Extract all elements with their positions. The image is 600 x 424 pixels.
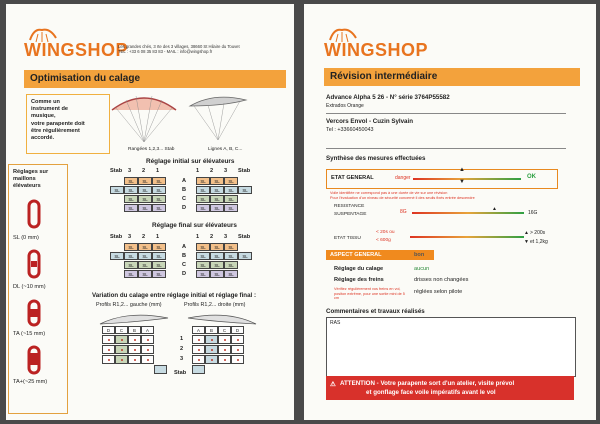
grid-col-header: 3 — [128, 234, 132, 240]
var-dot — [134, 359, 136, 361]
var-row-label: 1 — [180, 336, 184, 342]
left-page — [6, 4, 294, 420]
glider-profile-illustration — [184, 90, 254, 146]
grid-col-header: Stab — [238, 234, 251, 240]
var-dot — [108, 359, 110, 361]
var-col-header: D — [102, 326, 115, 334]
var-dot — [237, 349, 239, 351]
var-cell — [128, 345, 141, 354]
var-col-header: B — [205, 326, 218, 334]
grid-cell: SL — [152, 177, 166, 185]
grid-cell: SL — [210, 204, 224, 212]
maillon-dl-icon — [19, 249, 49, 279]
var-cell — [205, 355, 218, 364]
freins-value: drisses non changées — [414, 277, 469, 283]
riser-links-panel — [8, 164, 68, 414]
grid-cell: SL — [210, 261, 224, 269]
var-cell — [102, 355, 115, 364]
grid-cell: SL — [210, 186, 224, 194]
grid-cell: SL — [224, 204, 238, 212]
grid-cell: SL — [138, 270, 152, 278]
var-stab-label: Stab — [174, 370, 187, 376]
grid-cell: SL — [138, 177, 152, 185]
maillon-ta-plus-icon — [19, 345, 49, 375]
grid-cell: SL — [210, 252, 224, 260]
brand-logo: WINGSHOP — [24, 40, 129, 60]
var-dot — [224, 339, 226, 341]
aspect-value: bon — [414, 252, 425, 258]
resistance-max: 16G — [528, 210, 538, 216]
grid-cell: SL — [224, 252, 238, 260]
grid-cell: SL — [224, 270, 238, 278]
grid-row-label: A — [182, 244, 187, 250]
final-heading: Réglage final sur élévateurs — [152, 222, 237, 229]
etat-general-label: ETAT GENERAL — [331, 175, 374, 181]
grid-cell: SL — [124, 252, 138, 260]
var-dot — [224, 349, 226, 351]
brand-logo: WINGSHOP — [324, 40, 429, 60]
var-stab-cell — [192, 365, 205, 374]
grid-cell: SL — [196, 261, 210, 269]
ok-label: OK — [527, 174, 536, 180]
grid-cell: SL — [138, 204, 152, 212]
grid-cell: SL — [224, 261, 238, 269]
porosity-high-1: > 200s — [530, 230, 546, 236]
grid-cell: SL — [138, 261, 152, 269]
grid-row-label: C — [182, 262, 187, 268]
grid-col-header: 1 — [196, 234, 200, 240]
porosity-meter — [410, 236, 524, 238]
comments-heading: Commentaires et travaux réalisés — [326, 308, 425, 315]
var-cell — [192, 355, 205, 364]
grid-cell: SL — [124, 186, 138, 194]
var-cell — [205, 345, 218, 354]
var-cell — [205, 335, 218, 344]
resistance-up-icon: ▲ — [492, 206, 497, 212]
porosity-label: ETAT TISSU — [334, 236, 361, 241]
var-cell — [128, 355, 141, 364]
note-red-1: Voile identifiée ne correspond pas à une durée de vie sur une révision — [330, 191, 448, 195]
porosity-down-icon: ▼ — [524, 239, 529, 245]
grid-cell: SL — [238, 186, 252, 194]
divider — [326, 148, 566, 149]
grid-cell: SL — [124, 177, 138, 185]
grid-cell: SL — [196, 252, 210, 260]
var-dot — [237, 339, 239, 341]
var-dot — [134, 349, 136, 351]
grid-row-label: D — [182, 271, 187, 277]
grid-cell: SL — [210, 243, 224, 251]
intro-box — [26, 94, 110, 154]
grid-col-header: 1 — [196, 168, 200, 174]
var-cell — [141, 335, 154, 344]
grid-col-header: 3 — [224, 168, 228, 174]
grid-cell: SL — [110, 186, 124, 194]
caption-rows: Lignes A, B, C... — [208, 147, 243, 152]
var-cell — [128, 335, 141, 344]
var-dot — [108, 349, 110, 351]
var-dot — [211, 339, 213, 341]
grid-cell: SL — [224, 177, 238, 185]
grid-cell: SL — [210, 195, 224, 203]
var-col-header: C — [218, 326, 231, 334]
var-dot — [237, 359, 239, 361]
grid-cell: SL — [138, 186, 152, 194]
grid-cell: SL — [196, 186, 210, 194]
var-cell — [231, 335, 244, 344]
etat-general-box — [326, 169, 558, 189]
grid-cell: SL — [224, 243, 238, 251]
warning-banner — [326, 376, 574, 400]
grid-cell: SL — [196, 243, 210, 251]
grid-cell: SL — [138, 243, 152, 251]
panel-title: Réglages sur maillons élévateurs — [13, 169, 49, 189]
porosity-low-1: < 20s ou — [376, 230, 395, 235]
var-cell — [218, 355, 231, 364]
grid-cell: SL — [138, 195, 152, 203]
profile-left-icon — [98, 310, 170, 326]
var-cell — [231, 345, 244, 354]
var-dot — [147, 349, 149, 351]
var-col-header: C — [115, 326, 128, 334]
var-cell — [218, 335, 231, 344]
wing-color: Extrados Orange — [326, 103, 364, 109]
grid-row-label: C — [182, 196, 187, 202]
porosity-up-icon: ▲ — [524, 230, 529, 236]
grid-cell: SL — [138, 252, 152, 260]
grid-cell: SL — [238, 252, 252, 260]
var-cell — [141, 345, 154, 354]
var-dot — [211, 349, 213, 351]
grid-col-header: Stab — [238, 168, 251, 174]
var-col-header: D — [231, 326, 244, 334]
warning-line-2: et gonflage face voile impératifs avant le vol — [366, 389, 496, 396]
grid-col-header: Stab — [110, 234, 123, 240]
suspentage-label: SUSPENTAGE — [334, 212, 367, 217]
var-dot — [147, 339, 149, 341]
maillon-dl-label: DL (~10 mm) — [13, 284, 46, 290]
resistance-min: 8G — [400, 209, 407, 215]
var-dot — [198, 359, 200, 361]
danger-label: danger — [395, 175, 411, 181]
warning-icon: ⚠ — [330, 381, 336, 388]
grid-cell: SL — [152, 186, 166, 194]
summary-heading: Synthèse des mesures effectuées — [326, 155, 426, 162]
grid-col-header: 2 — [210, 168, 214, 174]
var-cell — [115, 355, 128, 364]
var-cell — [192, 345, 205, 354]
grid-cell: SL — [224, 195, 238, 203]
grid-col-header: 3 — [128, 168, 132, 174]
meter-marker-up-icon: ▲ — [459, 167, 465, 173]
maillon-ta-icon — [19, 299, 49, 327]
contact-line: TEL : +33 6 08 35 83 83 - MAIL : info@wingshop.fr — [118, 49, 213, 55]
aspect-label: ASPECT GENERAL — [330, 252, 382, 258]
grid-cell: SL — [196, 270, 210, 278]
variation-heading: Variation du calage entre réglage initial et réglage final : — [92, 292, 257, 299]
grid-cell: SL — [152, 261, 166, 269]
comments-text: RAS — [330, 320, 341, 326]
comments-box — [326, 317, 576, 377]
var-col-header: A — [192, 326, 205, 334]
grid-cell: SL — [152, 252, 166, 260]
var-row-label: 3 — [180, 356, 184, 362]
grid-row-label: D — [182, 205, 187, 211]
address-line: Les grandes chés, 3 rte des 3 villages, 38660 St Hilaire du Touvet — [118, 44, 240, 49]
caption-risers: Rangées 1,2,3... Stab — [128, 147, 175, 152]
grid-row-label: A — [182, 178, 187, 184]
var-cell — [102, 335, 115, 344]
owner-tel: Tel : +33660450043 — [326, 127, 374, 133]
grid-cell: SL — [196, 195, 210, 203]
var-dot — [198, 349, 200, 351]
resistance-label: RESISTANCE — [334, 204, 365, 209]
wing-model: Advance Alpha 5 26 - N° série 3764P55582 — [326, 94, 450, 101]
grid-cell: SL — [152, 195, 166, 203]
porosity-high-2: et 1,2kg — [530, 239, 548, 245]
var-col-header: A — [141, 326, 154, 334]
var-dot — [198, 339, 200, 341]
grid-col-header: 2 — [142, 168, 146, 174]
maillon-ta-plus-label: TA+(~25 mm) — [13, 379, 48, 385]
glider-lines-illustration — [108, 90, 180, 146]
var-dot — [211, 359, 213, 361]
owner: Vercors Envol - Cuzin Sylvain — [326, 118, 413, 125]
grid-cell: SL — [224, 186, 238, 194]
intro-text: Comme un instrument de musique, votre parapente doit être régulièrement accordé. — [31, 99, 85, 142]
calage-label: Réglage du calage — [334, 266, 384, 272]
var-col-header: B — [128, 326, 141, 334]
var-dot — [108, 339, 110, 341]
grid-cell: SL — [196, 204, 210, 212]
freins-note: Vérifiez régulièrement vos freins en vol, positon extrême, pour une sortie mini de 5 cm — [334, 287, 405, 301]
grid-col-header: 2 — [210, 234, 214, 240]
grid-cell: SL — [124, 204, 138, 212]
right-page — [304, 4, 596, 420]
grid-cell: SL — [210, 177, 224, 185]
var-dot — [121, 349, 123, 351]
grid-col-header: 2 — [142, 234, 146, 240]
grid-cell: SL — [110, 252, 124, 260]
var-dot — [121, 339, 123, 341]
maillon-ta-label: TA (~15 mm) — [13, 331, 46, 337]
var-cell — [218, 345, 231, 354]
grid-row-label: B — [182, 187, 187, 193]
maillon-sl-label: SL (0 mm) — [13, 235, 39, 241]
var-cell — [102, 345, 115, 354]
warning-line-1: ATTENTION - Votre parapente sort d'un atelier, visite prévol — [340, 380, 515, 387]
grid-col-header: 1 — [156, 168, 160, 174]
verif-value: réglées selon pilote — [414, 289, 463, 295]
grid-cell: SL — [152, 204, 166, 212]
etat-meter — [413, 178, 521, 180]
var-dot — [147, 359, 149, 361]
grid-col-header: 1 — [156, 234, 160, 240]
grid-cell: SL — [210, 270, 224, 278]
profile-left-label: Profils R1,2... gauche (mm) — [96, 302, 162, 308]
var-dot — [121, 359, 123, 361]
grid-cell: SL — [152, 243, 166, 251]
grid-cell: SL — [124, 270, 138, 278]
grid-row-label: B — [182, 253, 187, 259]
grid-cell: SL — [124, 261, 138, 269]
meter-marker-down-icon: ▼ — [459, 179, 465, 185]
divider — [326, 113, 566, 114]
var-row-label: 2 — [180, 346, 184, 352]
calage-value: aucun — [414, 266, 430, 272]
var-dot — [224, 359, 226, 361]
var-cell — [192, 335, 205, 344]
grid-col-header: 3 — [224, 234, 228, 240]
var-cell — [115, 335, 128, 344]
address — [118, 44, 240, 55]
profile-right-label: Profils R1,2... droite (mm) — [184, 302, 246, 308]
grid-cell: SL — [124, 243, 138, 251]
page-title: Révision intermédiaire — [324, 68, 580, 86]
profile-right-icon — [186, 310, 258, 326]
maillon-sl-icon — [19, 199, 49, 229]
var-cell — [115, 345, 128, 354]
freins-label: Réglage des freins — [334, 277, 384, 283]
var-stab-cell — [154, 365, 167, 374]
resistance-meter — [412, 212, 524, 214]
grid-cell: SL — [152, 270, 166, 278]
page-title: Optimisation du calage — [24, 70, 286, 88]
var-cell — [231, 355, 244, 364]
grid-cell: SL — [196, 177, 210, 185]
var-dot — [134, 339, 136, 341]
var-cell — [141, 355, 154, 364]
note-red-2: Pour l'évaluation d'un niveau de sécurité concerné il des seuils fixés entrée descendre — [330, 196, 475, 200]
grid-col-header: Stab — [110, 168, 123, 174]
initial-heading: Réglage initial sur élévateurs — [146, 158, 235, 165]
grid-cell: SL — [124, 195, 138, 203]
porosity-low-2: < 600g — [376, 238, 391, 243]
